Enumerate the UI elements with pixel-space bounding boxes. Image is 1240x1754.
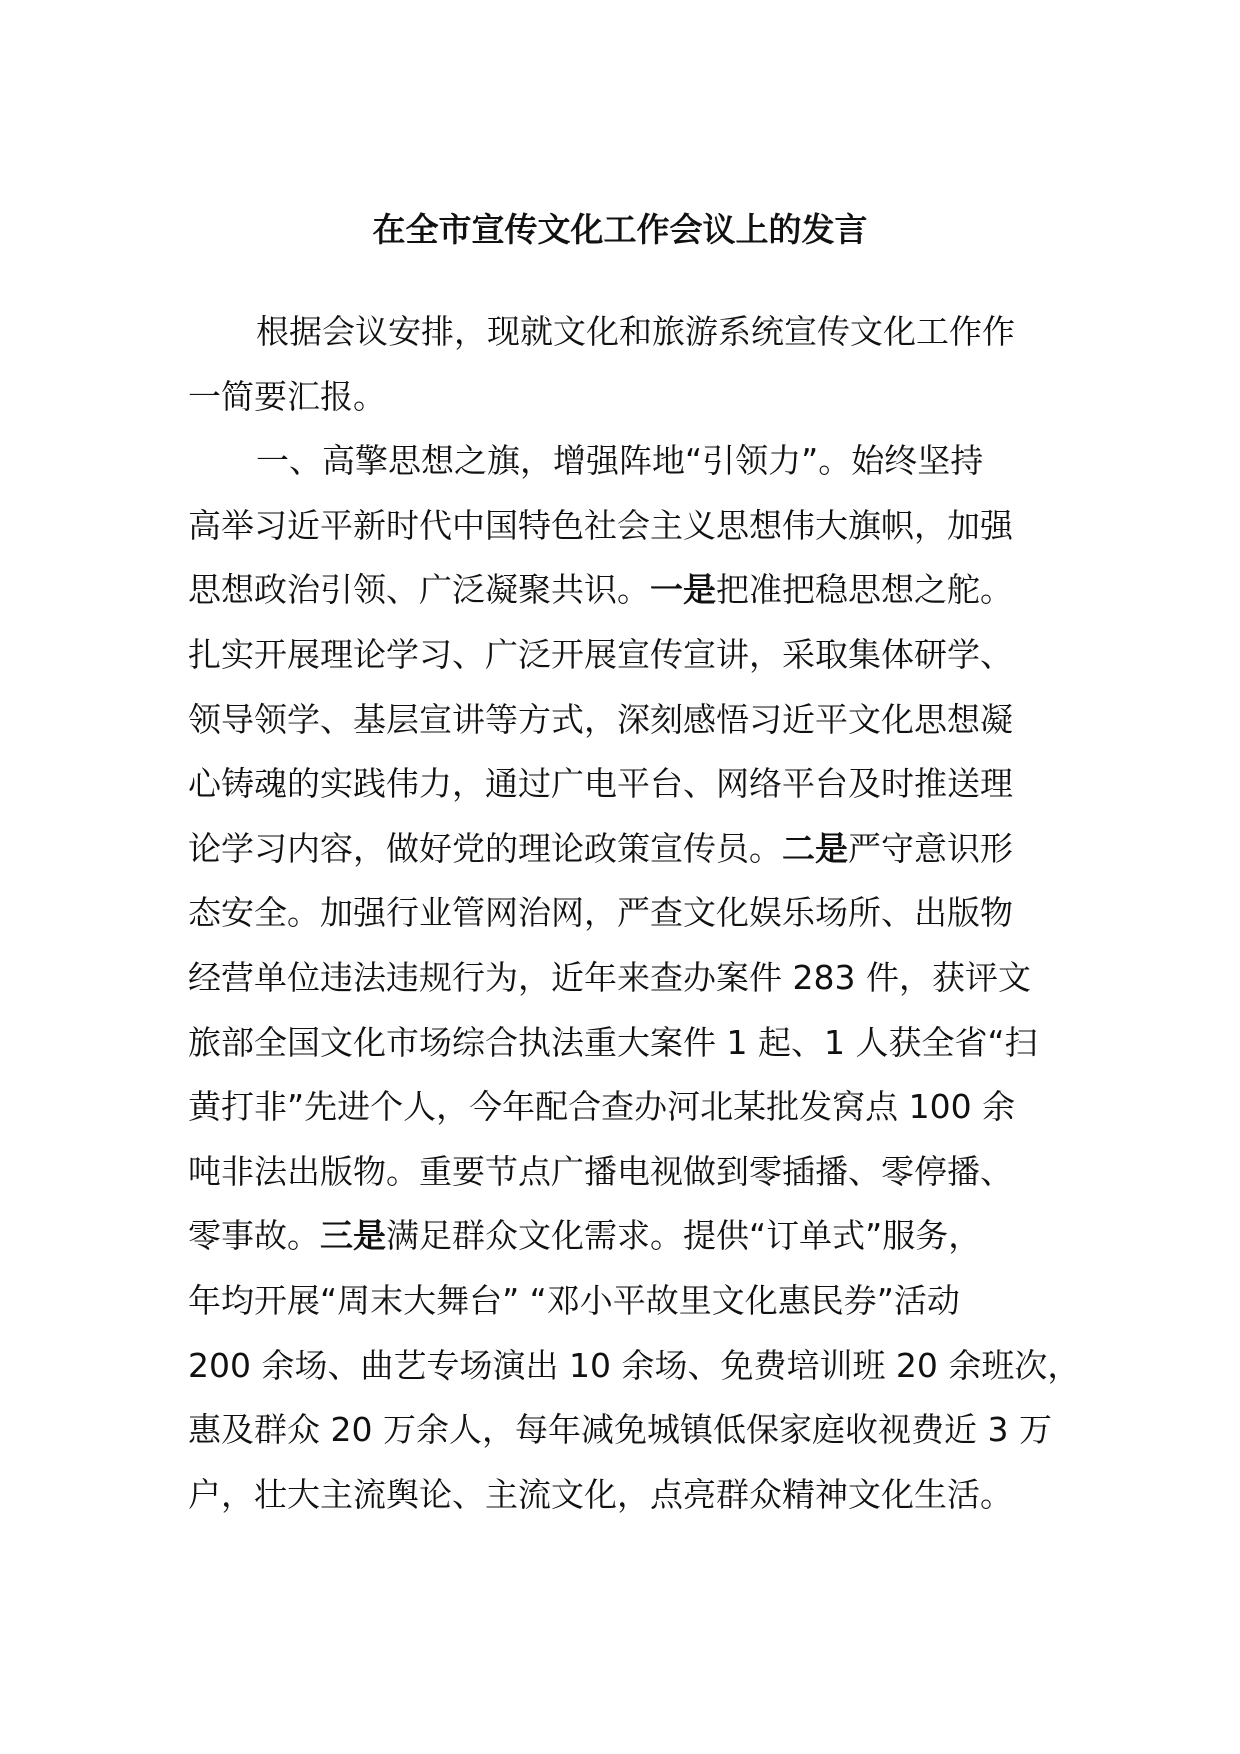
text-line [188, 1075, 1058, 1140]
text-line [188, 1334, 1081, 1399]
text-line [188, 1011, 1058, 1076]
text-run: 零事故。 [188, 1216, 320, 1256]
text-line [188, 1463, 1058, 1528]
text-line [188, 881, 1058, 946]
text-run: 年均开展“周末大舞台” “邓小平故里文化惠民券”活动 [188, 1280, 960, 1320]
text-line [188, 494, 1058, 559]
text-line [188, 558, 1058, 623]
text-run: 200 余场、曲艺专场演出 10 余场、免费培训班 20 余班次， [188, 1345, 1081, 1385]
document-title: 在全市宣传文化工作会议上的发言 [372, 210, 868, 249]
text-run: 高举习近平新时代中国特色社会主义思想伟大旗帜，加强 [188, 505, 1013, 545]
text-run: 心铸魂的实践伟力，通过广电平台、网络平台及时推送理 [188, 764, 1013, 804]
text-run: 满足群众文化需求。提供“订单式”服务， [386, 1216, 982, 1256]
text-run: 扎实开展理论学习、广泛开展宣传宣讲，采取集体研学、 [188, 634, 1013, 674]
text-run: 经营单位违法违规行为，近年来查办案件 283 件，获评文 [188, 957, 1031, 997]
text-run: 户，壮大主流舆论、主流文化，点亮群众精神文化生活。 [188, 1474, 1013, 1514]
text-line [188, 1140, 1058, 1205]
text-run: 黄打非”先进个人，今年配合查办河北某批发窝点 100 余 [188, 1087, 1016, 1127]
document-body [188, 300, 1081, 1527]
text-line [188, 688, 1058, 753]
text-run: 论学习内容，做好党的理论政策宣传员。 [188, 828, 782, 868]
text-line [188, 817, 1058, 882]
text-line [188, 429, 1058, 494]
bold-marker: 三是 [320, 1216, 386, 1256]
text-run: 根据会议安排，现就文化和旅游系统宣传文化工作作 [256, 312, 1015, 351]
text-line [188, 365, 1058, 430]
text-run: 吨非法出版物。重要节点广播电视做到零插播、零停播、 [188, 1151, 1013, 1191]
text-line [188, 1398, 1058, 1463]
text-run: 把准把稳思想之舵。 [716, 570, 1013, 610]
text-line [188, 1269, 1058, 1334]
text-line [188, 623, 1058, 688]
text-run: 惠及群众 20 万余人，每年减免城镇低保家庭收视费近 3 万 [188, 1410, 1052, 1450]
text-run: 严守意识形 [848, 828, 1013, 868]
text-run: 思想政治引领、广泛凝聚共识。 [188, 570, 650, 610]
bold-marker: 二是 [782, 828, 848, 868]
bold-marker: 一是 [650, 570, 716, 610]
text-line [188, 1204, 1058, 1269]
text-run: 态安全。加强行业管网治网，严查文化娱乐场所、出版物 [188, 893, 1013, 933]
text-line [188, 946, 1058, 1011]
text-line [188, 300, 1058, 365]
text-run: 一、高擎思想之旗，增强阵地“引领力”。始终坚持 [256, 441, 984, 481]
text-run: 一简要汇报。 [188, 376, 386, 416]
text-run: 旅部全国文化市场综合执法重大案件 1 起、1 人获全省“扫 [188, 1022, 1038, 1062]
text-run: 领导领学、基层宣讲等方式，深刻感悟习近平文化思想凝 [188, 699, 1013, 739]
paragraph [188, 429, 1081, 1527]
text-line [188, 752, 1058, 817]
paragraph [188, 300, 1058, 429]
